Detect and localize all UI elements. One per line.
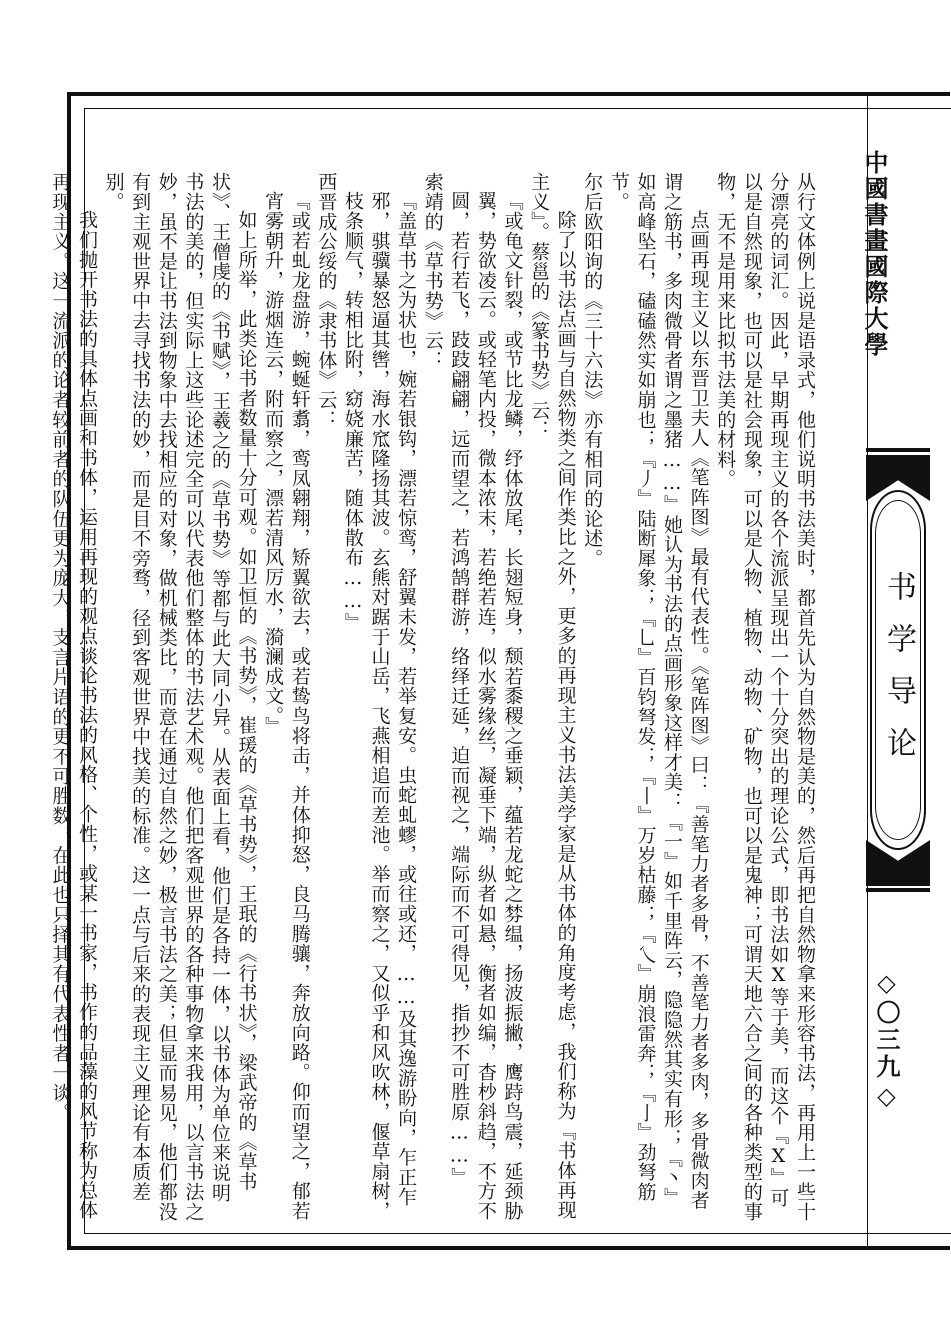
paragraph: 我们抛开书法的具体点画和书体，运用再现的观点谈论书法的风格、个性，或某一书家，书作的品藻的风节称为总体再现主义。这一流派的论者较前者的队伍更为庞大，支言片语的更不可胜数，在此也只择其有代表性者一谈。	[49, 172, 98, 1220]
frame-bottom-rule	[67, 1246, 950, 1250]
series-title: 中國書畫國際大學	[860, 150, 889, 358]
paragraph: 点画再现主义以东晋卫夫人《笔阵图》最有代表性。《笔阵图》曰：『善笔力者多骨，不善笔力者多肉，多骨微肉者谓之筋书，多肉微骨者谓之墨猪……』她认为书法的点画形象这样才美：『一』如千里阵云，隐隐然其实有形；『丶』如高峰坠石，磕磕然实如崩也；『丿』陆断犀象；『乚』百钧弩发；『丨』万岁枯藤；『乀』崩浪雷奔；『亅』劲弩筋节。	[607, 172, 710, 1211]
book-title: 书学导论	[881, 571, 916, 779]
page-number: ◇〇三九◇	[872, 968, 901, 1113]
paragraph: 索靖的《草书势》云：	[421, 172, 444, 370]
paragraph: 如上所举，此类论书者数量十分可观。如卫恒的《书势》，崔瑗的《草书势》，王珉的《行书状》，梁武帝的《草书状》、王僧虔的《书赋》，王羲之的《草书势》等都与此大同小异。从表面上看，他们是各持一体，以书体为单位来说明书法的美的，但实际上这些论述完全可以代表他们整体的书法艺术观。他们把客观世界的各种事物拿来我用，以言书法之妙，虽不是让书法到物象中去找相应的对象，做机械类比，而意在通过自然之妙，极言书法之美；但显而易见，他们都没有到主观世界中去寻找书法的妙，而是目不旁骛，径到客观世界中找美的标准。这一点与后来的表现主义理论有本质差别。	[102, 172, 258, 1222]
frame-top-rule	[67, 92, 950, 96]
banner-bottom-bar	[866, 888, 930, 892]
quoted-passage: 『或若虬龙盘游，蜿蜒轩翥，鸾凤翱翔，矫翼欲去，或若鸷鸟将击，并体抑怒，良马腾骧，奔放向路。仰而望之，郁若宵雾朝升，游烟连云，附而察之，漂若清风厉水，漪澜成文。』	[262, 191, 311, 1221]
quoted-passage: 『或龟文针裂，或节比龙鳞，纾体放尾，长翅短身，颓若黍稷之垂颖，蕴若龙蛇之棼缊，扬波振撇，鹰跱鸟震，延颈胁翼，势欲凌云。或轻笔内投，微本浓末，若绝若连，似水雾缘丝，凝垂下端，纵者如悬，衡者如编，杳杪斜趋，不方不圆，若行若飞，跂跂翩翩，远而望之，若鸿鹄群游，络绎迁延，迫而视之，端际而不可得见，指抄不可胜原……』	[448, 191, 524, 1221]
paragraph: 从行文体例上说是语录式，他们说明书法美时，都首先认为自然物是美的，然后再把自然物拿来形容书法，再用上一些十分漂亮的词汇。因此，早期再现主义的各个流派呈现出一个十分突出的理论公式，即书法如X等于美，而这个『X』可以是自然现象，也可以是社会现象，可以是人物、植物、动物、矿物，也可以是鬼神；可谓天地六合之间的各种类型的事物，无不是用来比拟书法美的材料。	[714, 172, 816, 1222]
banner-top-bar	[866, 448, 930, 452]
paragraph: 尔后欧阳询的《三十六法》亦有相同的论述。	[581, 172, 604, 568]
paragraph: 西晋成公绥的《隶书体》云：	[315, 172, 338, 430]
paragraph: 除了以书法点画与自然物类之间作类比之外，更多的再现主义书法美学家是从书体的角度考虑，我们称为『书体再现主义』。蔡邕的《篆书势》云：	[528, 172, 577, 1220]
body-text	[49, 172, 818, 1222]
quoted-passage: 『盖草书之为状也，婉若银钩，漂若惊鸾，舒翼未发，若举复安。虫蛇虬蟉，或往或还，……及其逸游盼向，乍正乍邪，骐骥暴怒逼其辔，海水窊隆扬其波。玄熊对踞于山岳，飞燕相追而差池。举而察之，又似乎和风吹林，偃草扇树，枝条顺气，转相比附，窈娆廉苦，随体散布……』	[341, 191, 418, 1221]
